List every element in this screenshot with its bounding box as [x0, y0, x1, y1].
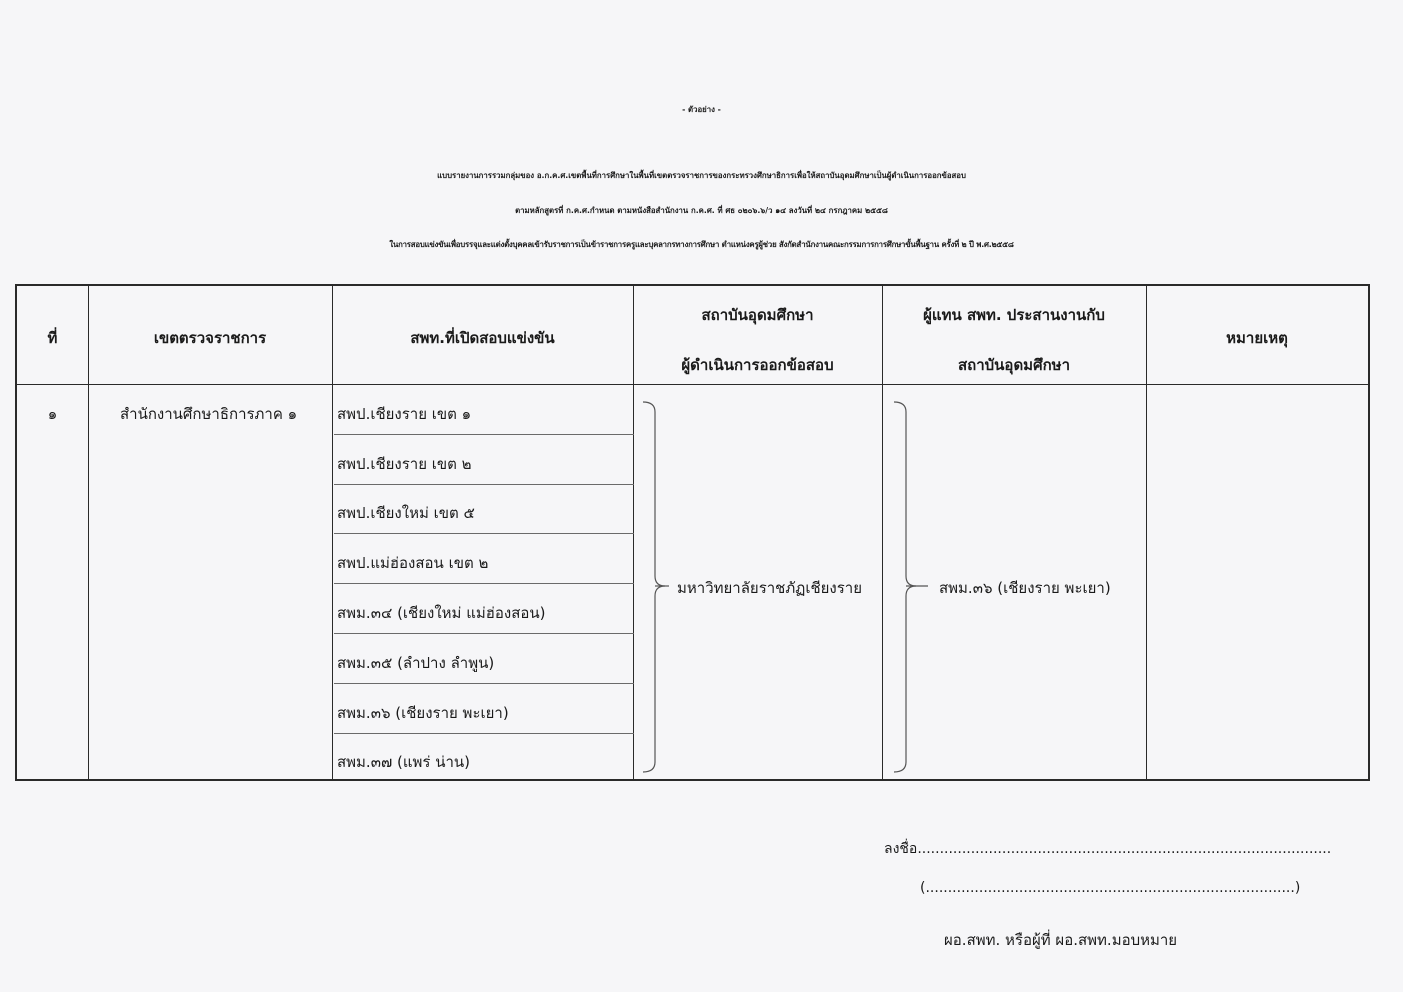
row-divider: [334, 683, 634, 684]
row-divider: [334, 633, 634, 634]
document-heading-line-1: แบบรายงานการรวมกลุ่มของ อ.ก.ค.ศ.เขตพื้นที่การศึกษาในพื้นที่เขตตรวจราชการของกระทรวงศึกษาธิการเพื่อให้สถาบันอุดมศึกษาเป็นผู้ดำเนินการออกข้อสอบ: [437, 171, 966, 180]
office-item: สพม.๓๗ (แพร่ น่าน): [337, 753, 471, 771]
office-item: สพป.แม่ฮ่องสอน เขต ๒: [337, 554, 489, 572]
report-table: [15, 284, 1370, 781]
signer-title: ผอ.สพท. หรือผู้ที่ ผอ.สพท.มอบหมาย: [944, 931, 1178, 949]
office-item: สพม.๓๕ (ลำปาง ลำพูน): [337, 654, 495, 672]
column-divider: [88, 286, 89, 779]
document-heading-line-2: ตามหลักสูตรที่ ก.ค.ศ.กำหนด ตามหนังสือสำนักงาน ก.ค.ศ. ที่ ศธ ๐๒๐๖.๖/ว ๑๔ ลงวันที่ ๒๔ กรกฎาคม ๒๕๕๘: [515, 206, 888, 215]
column-header-no: ที่: [47, 329, 58, 347]
row-divider: [334, 583, 634, 584]
institution-name: มหาวิทยาลัยราชภัฏเชียงราย: [677, 579, 863, 597]
office-item: สพป.เชียงราย เขต ๑: [337, 405, 472, 423]
sample-label: - ตัวอย่าง -: [682, 105, 721, 114]
column-divider: [1146, 286, 1147, 779]
row-divider: [334, 484, 634, 485]
signature-name-line: (...................................................................................): [920, 880, 1301, 896]
column-header-institution-line2: ผู้ดำเนินการออกข้อสอบ: [681, 356, 834, 374]
row-divider: [334, 733, 634, 734]
office-item: สพม.๓๖ (เชียงราย พะเยา): [337, 704, 509, 722]
office-item: สพป.เชียงราย เขต ๒: [337, 455, 472, 473]
row-divider: [334, 533, 634, 534]
column-header-remarks: หมายเหตุ: [1226, 329, 1288, 347]
column-divider: [332, 286, 333, 779]
column-header-institution-line1: สถาบันอุดมศึกษา: [701, 306, 814, 324]
header-divider: [17, 384, 1368, 385]
office-item: สพป.เชียงใหม่ เขต ๕: [337, 504, 475, 522]
row-number: ๑: [47, 405, 58, 423]
column-header-representative-line2: สถาบันอุดมศึกษา: [958, 356, 1070, 374]
column-header-offices: สพท.ที่เปิดสอบแข่งขัน: [410, 329, 555, 347]
grouping-brace-institution: [641, 400, 671, 776]
grouping-brace-representative: [892, 400, 932, 776]
signature-line: ลงชื่อ.............................................................................................: [884, 841, 1332, 857]
column-header-representative-line1: ผู้แทน สพท. ประสานงานกับ: [923, 306, 1105, 324]
office-item: สพม.๓๔ (เชียงใหม่ แม่ฮ่องสอน): [337, 604, 546, 622]
column-header-region: เขตตรวจราชการ: [153, 329, 267, 347]
row-divider: [334, 434, 634, 435]
region-name: สำนักงานศึกษาธิการภาค ๑: [120, 405, 298, 423]
document-heading-line-3: ในการสอบแข่งขันเพื่อบรรจุและแต่งตั้งบุคคลเข้ารับราชการเป็นข้าราชการครูและบุคลากรทางการศึกษา ตำแหน่งครูผู้ช่วย สังกัดสำนักงานคณะกรรมการการศึกษาขั้นพื้นฐาน ครั้งที่ ๒ ปี พ.ศ.๒๕๕๘: [389, 240, 1014, 249]
representative-office: สพม.๓๖ (เชียงราย พะเยา): [939, 579, 1111, 597]
